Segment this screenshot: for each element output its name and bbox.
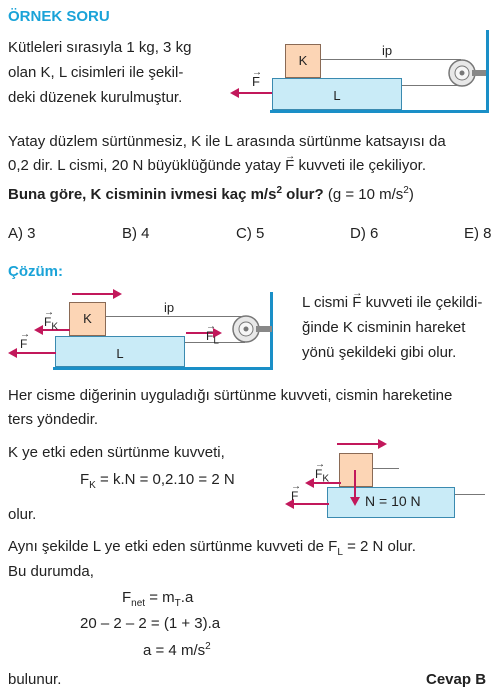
k-motion-arrow-icon xyxy=(337,438,387,450)
wall-floor xyxy=(53,367,273,370)
k-motion-arrow-icon xyxy=(72,288,122,300)
force-arrow-icon xyxy=(8,347,56,359)
rope-label: ip xyxy=(164,300,175,315)
rope-label: ip xyxy=(382,43,393,58)
option-c[interactable]: C) 5 xyxy=(236,225,265,242)
solution-line-2: ters yöndedir. xyxy=(8,411,99,428)
solution-side-3: yönü şekildeki gibi olur. xyxy=(302,344,457,361)
fk-equation: $F_K = k.N = 0,2.10 = 2$ N xyxy=(80,471,235,491)
solution-line-4: Aynı şekilde L ye etki eden sürtünme kuvveti de $F_L = 2$ N olur. xyxy=(8,538,416,558)
solution-side-2: ğinde K cisminin hareket xyxy=(302,319,466,336)
force-vector: → F xyxy=(285,156,294,176)
figure-2 xyxy=(8,288,278,374)
force-label: → F xyxy=(291,486,298,506)
force-label: → F xyxy=(20,334,27,354)
fk-label: → $F_K$ xyxy=(315,464,329,489)
rope-top xyxy=(373,468,399,469)
question-line-1: Yatay düzlem sürtünmesiz, K ile L arasında sürtünme katsayısı da xyxy=(8,133,446,150)
option-d[interactable]: D) 6 xyxy=(350,225,379,242)
fk-label: → $F_K$ xyxy=(44,312,58,337)
block-l: L xyxy=(55,336,185,367)
page-title: ÖRNEK SORU xyxy=(8,8,110,25)
question-line-2: 0,2 dir. L cismi, 20 N büyüklüğünde yatay → F kuvveti ile çekiliyor. xyxy=(8,156,426,176)
pulley-icon xyxy=(442,56,488,90)
wall-floor xyxy=(270,110,489,113)
solution-side-1: L cismi → F kuvveti ile çekildi- xyxy=(302,293,482,313)
option-e[interactable]: E) 8 xyxy=(464,225,492,242)
solution-line-5: Bu durumda, xyxy=(8,563,94,580)
question-intro-3: deki düzenek kurulmuştur. xyxy=(8,89,183,106)
solution-title: Çözüm: xyxy=(8,263,63,280)
solution-line-1: Her cisme diğerinin uyguladığı sürtünme kuvveti, cismin hareketine xyxy=(8,387,453,404)
figure-1 xyxy=(230,30,495,120)
normal-force-label: N = 10 N xyxy=(365,493,421,509)
block-k: K xyxy=(285,44,321,78)
rope-bottom xyxy=(455,494,485,495)
question-intro-1: Kütleleri sırasıyla 1 kg, 3 kg xyxy=(8,39,192,56)
pulley-icon xyxy=(226,312,274,346)
figure-3 xyxy=(285,434,500,524)
force-label: → F xyxy=(252,72,260,92)
solution-line-3: K ye etki eden sürtünme kuvveti, xyxy=(8,444,225,461)
equation-3: a = 4 $m/s^2$ xyxy=(143,641,211,659)
answer-label: Cevap B xyxy=(426,671,487,688)
question-intro-2: olan K, L cisimleri ile şekil- xyxy=(8,64,184,81)
block-l: L xyxy=(272,78,402,110)
bulunur-text: bulunur. xyxy=(8,671,62,688)
block-k: K xyxy=(69,302,106,336)
equation-1: $F_{net} = m_T.a$ xyxy=(122,589,194,609)
question-ask: Buna göre, K cisminin ivmesi kaç $m/s^2$ olur? (g = 10 $m/s^2$) xyxy=(8,185,414,203)
olur-text: olur. xyxy=(8,506,37,523)
option-b[interactable]: B) 4 xyxy=(122,225,150,242)
option-a[interactable]: A) 3 xyxy=(8,225,36,242)
weight-arrow-icon xyxy=(349,470,361,506)
equation-2: 20 – 2 – 2 = (1 + 3).a xyxy=(80,615,221,632)
fl-label: → $F_L$ xyxy=(206,326,219,351)
